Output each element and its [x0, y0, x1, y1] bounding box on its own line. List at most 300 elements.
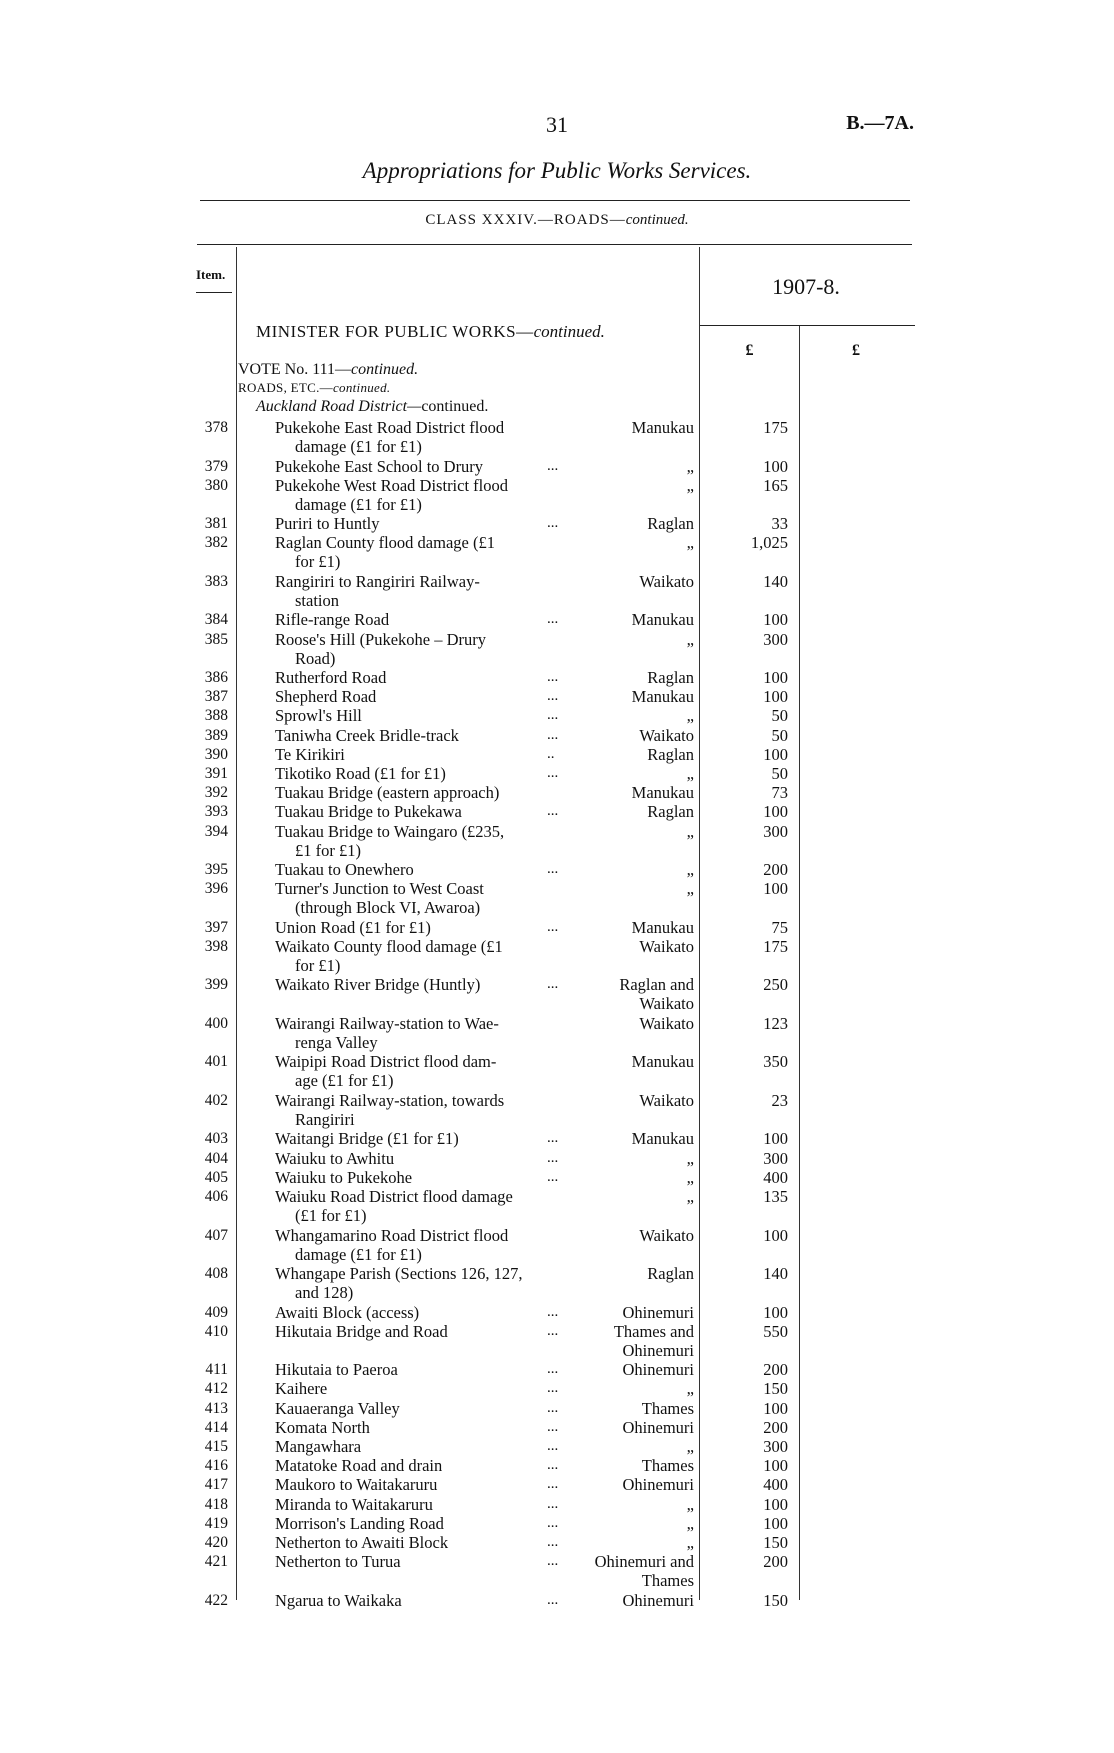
district-line-1: Thames [641, 1398, 694, 1418]
amount: 550 [763, 1321, 788, 1341]
item-number: 382 [204, 534, 228, 552]
item-number: 396 [204, 880, 228, 898]
entry-description-line-1: Kauaeranga Valley [275, 1398, 400, 1418]
item-number: 413 [204, 1399, 228, 1417]
item-number: 379 [204, 457, 228, 475]
vote-heading [238, 361, 418, 379]
electoral-district [568, 668, 694, 687]
table-row [0, 572, 1114, 611]
district-line-1: Raglan [647, 1264, 694, 1283]
amount: 175 [763, 418, 788, 437]
entry-description [275, 1399, 565, 1418]
amount: 350 [763, 1052, 788, 1072]
entry-description-line-2: and 128) [295, 1283, 354, 1302]
table-row [0, 918, 1114, 937]
item-number: 407 [204, 1226, 228, 1244]
entry-description [275, 457, 565, 476]
item-number: 422 [204, 1591, 228, 1609]
entry-description-line-1: Sprowl's Hill [275, 706, 362, 726]
district-line-1: Raglan [647, 668, 694, 688]
amount: 300 [763, 629, 788, 649]
entry-description-line-1: Mangawhara [275, 1436, 362, 1456]
entry-description-line-1: Raglan County flood damage (£1 [275, 533, 495, 553]
entry-description-line-2: damage (£1 for £1) [295, 437, 422, 456]
electoral-district [568, 1360, 694, 1379]
electoral-district [568, 1322, 694, 1360]
entry-description-line-1: Waiuku to Pukekohe [275, 1167, 413, 1187]
leader-dots: ... [547, 1495, 559, 1512]
entry-description-line-1: Wairangi Railway-station to Wae- [275, 1013, 499, 1033]
entry-description-line-1: Puriri to Huntly [275, 514, 380, 534]
district-line-1: Waikato [639, 1225, 694, 1245]
electoral-district [568, 706, 694, 725]
entry-description [275, 975, 565, 994]
district-line-1: Waikato [639, 1013, 694, 1033]
entry-description-line-1: Roose's Hill (Pukekohe – Drury [275, 629, 487, 649]
leader-dots: ... [547, 457, 559, 474]
district-line-1: „ [686, 1167, 694, 1187]
district-line-1: „ [686, 860, 694, 880]
electoral-district [568, 822, 694, 841]
electoral-district [568, 1091, 694, 1110]
leader-dots: ... [547, 515, 559, 532]
entry-description [275, 1360, 565, 1379]
year-column-header: 1907-8. [772, 274, 840, 299]
item-number: 409 [204, 1303, 228, 1321]
roads-heading [238, 380, 390, 396]
entry-description [275, 1322, 565, 1341]
table-row [0, 1495, 1114, 1514]
district-line-2: Thames [641, 1571, 694, 1591]
entry-description-line-1: Hikutaia Bridge and Road [275, 1321, 448, 1341]
entry-description-line-1: Pukekohe East Road District flood [275, 418, 505, 437]
table-row [0, 937, 1114, 976]
amount: 50 [771, 725, 788, 745]
amount: 75 [771, 917, 788, 937]
electoral-district [568, 1514, 694, 1533]
entry-description-line-1: Maukoro to Waitakaruru [275, 1475, 438, 1495]
leader-dots: ... [547, 1476, 559, 1493]
electoral-district [568, 918, 694, 937]
amount: 100 [763, 668, 788, 688]
leader-dots: ... [547, 688, 559, 705]
entry-description-line-1: Rifle-range Road [275, 610, 390, 630]
entry-description-line-1: Waiuku to Awhitu [275, 1148, 395, 1168]
item-number: 419 [204, 1514, 228, 1532]
entry-description [275, 1014, 565, 1052]
item-number: 397 [204, 918, 228, 936]
entry-description-line-1: Shepherd Road [275, 687, 377, 707]
item-number: 412 [204, 1380, 228, 1398]
item-number: 395 [204, 861, 228, 879]
district-line-1: „ [686, 1379, 694, 1399]
amount: 165 [763, 475, 788, 495]
entry-description-line-2: damage (£1 for £1) [295, 494, 422, 514]
item-number: 380 [204, 476, 228, 494]
amount: 33 [771, 514, 788, 534]
item-number: 390 [204, 745, 228, 763]
leader-dots: ... [547, 1437, 559, 1454]
item-number: 420 [204, 1533, 228, 1551]
leader-dots: ... [547, 669, 559, 686]
entry-description [275, 1533, 565, 1552]
item-number: 418 [204, 1495, 228, 1513]
electoral-district [568, 418, 694, 437]
entry-description [275, 1264, 565, 1302]
table-row [0, 1514, 1114, 1533]
table-row [0, 1264, 1114, 1303]
leader-dots: ... [547, 765, 559, 781]
leader-dots: ... [547, 1130, 559, 1147]
amount: 150 [763, 1532, 788, 1552]
leader-dots: ... [547, 1149, 559, 1166]
electoral-district [568, 1475, 694, 1494]
table-row [0, 1303, 1114, 1322]
entry-description [275, 476, 565, 514]
district-line-1: Manukau [631, 610, 694, 630]
leader-dots: ... [547, 1514, 559, 1531]
entry-description-line-1: Tuakau Bridge (eastern approach) [275, 783, 500, 803]
district-line-1: Ohinemuri [622, 1302, 694, 1322]
item-number: 417 [204, 1476, 228, 1494]
item-number: 385 [204, 630, 228, 648]
entry-description [275, 1456, 565, 1475]
table-row [0, 533, 1114, 572]
amount: 23 [771, 1090, 788, 1110]
leader-dots: ... [547, 1533, 559, 1550]
table-row [0, 418, 1114, 457]
amount: 50 [771, 764, 788, 783]
minister-heading [256, 322, 605, 342]
entry-description-line-2: £1 for £1) [295, 840, 361, 860]
item-number: 393 [204, 803, 228, 821]
vote-heading-text: VOTE No. 111— [238, 361, 352, 378]
entry-description [275, 764, 565, 783]
entry-description-line-2: damage (£1 for £1) [295, 1244, 422, 1264]
electoral-district [568, 1552, 694, 1590]
leader-dots: ... [547, 1553, 559, 1570]
item-number: 411 [205, 1361, 228, 1379]
document-reference: B.—7A. [846, 112, 914, 134]
district-line-1: Manukau [631, 1129, 694, 1149]
electoral-district [568, 1129, 694, 1148]
amount: 400 [763, 1475, 788, 1495]
district-heading-text: Auckland Road District— [256, 398, 422, 415]
district-line-1: Raglan [647, 802, 694, 822]
entry-description-line-1: Miranda to Waitakaruru [275, 1494, 433, 1514]
table-row [0, 1168, 1114, 1187]
entry-description-line-1: Whangamarino Road District flood [275, 1225, 509, 1245]
entry-description-line-1: Waitangi Bridge (£1 for £1) [275, 1129, 459, 1149]
entry-description [275, 783, 565, 802]
entry-description-line-1: Union Road (£1 for £1) [275, 917, 431, 937]
entry-description-line-1: Waikato River Bridge (Huntly) [275, 975, 481, 995]
electoral-district [568, 1533, 694, 1552]
item-number: 388 [204, 707, 228, 725]
district-line-1: Manukau [631, 687, 694, 707]
district-line-1: „ [686, 1436, 694, 1456]
amount: 200 [763, 1360, 788, 1380]
amount: 100 [763, 1513, 788, 1533]
item-number: 386 [204, 669, 228, 687]
table-row [0, 630, 1114, 669]
entry-description [275, 1552, 565, 1571]
electoral-district [568, 1052, 694, 1071]
class-heading [0, 212, 1114, 229]
electoral-district [568, 764, 694, 783]
item-number: 403 [204, 1130, 228, 1148]
entry-description [275, 1129, 565, 1148]
electoral-district [568, 879, 694, 898]
table-row [0, 975, 1114, 1014]
electoral-district [568, 572, 694, 591]
leader-dots: ... [547, 976, 559, 993]
entry-description-line-2: station [295, 590, 339, 610]
item-column-header: Item. [196, 267, 226, 282]
pound-column-1-header: £ [745, 342, 754, 359]
entry-description [275, 726, 565, 745]
entry-description [275, 937, 565, 975]
entry-description-line-1: Whangape Parish (Sections 126, 127, [275, 1264, 523, 1283]
table-row [0, 1149, 1114, 1168]
table-row [0, 457, 1114, 476]
leader-dots: ... [547, 1457, 559, 1474]
entry-description [275, 1437, 565, 1456]
table-row [0, 1456, 1114, 1475]
item-number: 405 [204, 1168, 228, 1186]
item-number: 421 [204, 1553, 228, 1571]
amount: 50 [771, 706, 788, 726]
entry-description [275, 1226, 565, 1264]
district-line-1: Thames and [613, 1321, 694, 1341]
entry-description-line-1: Taniwha Creek Bridle-track [275, 725, 459, 745]
minister-heading-suffix: continued. [533, 322, 605, 341]
amount: 300 [763, 1436, 788, 1456]
electoral-district [568, 1379, 694, 1398]
amount: 175 [763, 936, 788, 956]
table-row [0, 1533, 1114, 1552]
district-line-1: Raglan and [619, 975, 694, 995]
district-line-1: „ [686, 821, 694, 841]
entry-description [275, 918, 565, 937]
electoral-district [568, 1456, 694, 1475]
table-row [0, 1552, 1114, 1591]
item-number: 400 [204, 1014, 228, 1032]
table-row [0, 1360, 1114, 1379]
district-line-1: „ [686, 1148, 694, 1168]
district-line-1: Thames [641, 1456, 694, 1476]
class-heading-text: CLASS XXXIV.—ROADS— [425, 212, 626, 228]
table-row [0, 610, 1114, 629]
entry-description [275, 706, 565, 725]
entry-description [275, 1379, 565, 1398]
entry-description [275, 687, 565, 706]
appropriation-entries [0, 418, 1114, 1610]
district-line-1: Waikato [639, 936, 694, 956]
electoral-district [568, 1437, 694, 1456]
district-line-1: Ohinemuri [622, 1475, 694, 1495]
entry-description-line-2: age (£1 for £1) [295, 1071, 394, 1091]
entry-description-line-1: Tikotiko Road (£1 for £1) [275, 764, 446, 783]
district-line-1: „ [686, 475, 694, 495]
entry-description [275, 860, 565, 879]
table-top-rule [197, 244, 912, 245]
leader-dots: ... [547, 1168, 559, 1185]
table-row [0, 783, 1114, 802]
entry-description [275, 572, 565, 610]
electoral-district [568, 1149, 694, 1168]
entry-description-line-2: for £1) [295, 955, 341, 975]
electoral-district [568, 1495, 694, 1514]
district-line-1: Waikato [639, 1090, 694, 1110]
leader-dots: ... [547, 918, 559, 935]
leader-dots: ... [547, 803, 559, 820]
leader-dots: ... [547, 1399, 559, 1416]
electoral-district [568, 687, 694, 706]
table-row [0, 745, 1114, 764]
table-row [0, 726, 1114, 745]
electoral-district [568, 726, 694, 745]
entry-description-line-1: Te Kirikiri [275, 744, 345, 764]
electoral-district [568, 1187, 694, 1206]
table-row [0, 1437, 1114, 1456]
item-number: 399 [204, 976, 228, 994]
entry-description-line-1: Morrison's Landing Road [275, 1513, 444, 1533]
entry-description-line-1: Rangiriri to Rangiriri Railway- [275, 571, 480, 591]
entry-description-line-1: Tuakau Bridge to Pukekawa [275, 802, 462, 822]
district-line-1: Ohinemuri and [594, 1552, 694, 1572]
table-row [0, 1591, 1114, 1610]
roads-heading-suffix: continued. [332, 380, 391, 395]
table-row [0, 1091, 1114, 1130]
entry-description-line-1: Hikutaia to Paeroa [275, 1360, 398, 1380]
electoral-district [568, 1303, 694, 1322]
entry-description-line-2: for £1) [295, 552, 341, 572]
item-number: 378 [204, 419, 228, 436]
leader-dots: ... [547, 1418, 559, 1435]
item-number: 394 [204, 822, 228, 840]
district-line-1: Ohinemuri [622, 1590, 694, 1610]
amount: 140 [763, 571, 788, 591]
amount: 200 [763, 1552, 788, 1572]
electoral-district [568, 975, 694, 1013]
entry-description [275, 1303, 565, 1322]
amount: 100 [763, 879, 788, 899]
leader-dots: .. [547, 745, 555, 762]
entry-description-line-1: Waikato County flood damage (£1 [275, 936, 503, 956]
amount: 100 [763, 1225, 788, 1245]
roads-heading-text: ROADS, ETC.— [238, 380, 333, 395]
item-number: 408 [204, 1265, 228, 1282]
electoral-district [568, 937, 694, 956]
item-number: 406 [204, 1188, 228, 1205]
entry-description [275, 1168, 565, 1187]
entry-description-line-2: Road) [295, 648, 336, 668]
amount: 200 [763, 860, 788, 880]
table-row [0, 1014, 1114, 1053]
item-number: 415 [204, 1437, 228, 1455]
table-row [0, 1418, 1114, 1437]
district-line-1: Raglan [647, 744, 694, 764]
entry-description-line-1: Pukekohe East School to Drury [275, 456, 484, 476]
entry-description-line-1: Tuakau Bridge to Waingaro (£235, [275, 821, 505, 841]
entry-description [275, 610, 565, 629]
table-row [0, 1187, 1114, 1226]
amount: 1,025 [750, 533, 788, 553]
table-row [0, 1379, 1114, 1398]
entry-description-line-1: Wairangi Railway-station, towards [275, 1090, 505, 1110]
electoral-district [568, 457, 694, 476]
amount: 73 [771, 783, 788, 803]
leader-dots: ... [547, 1322, 559, 1339]
amount: 100 [763, 687, 788, 707]
item-number: 398 [204, 937, 228, 955]
table-row [0, 514, 1114, 533]
leader-dots: ... [547, 611, 559, 628]
district-line-1: „ [686, 879, 694, 899]
electoral-district [568, 1399, 694, 1418]
entry-description [275, 668, 565, 687]
table-row [0, 1226, 1114, 1265]
electoral-district [568, 1226, 694, 1245]
table-row [0, 860, 1114, 879]
amount: 135 [763, 1187, 788, 1206]
district-line-1: „ [686, 1187, 694, 1206]
entry-description [275, 1187, 565, 1225]
district-line-1: Manukau [631, 783, 694, 803]
leader-dots: ... [547, 1303, 559, 1320]
entry-description-line-2: (£1 for £1) [295, 1206, 367, 1225]
table-row [0, 1475, 1114, 1494]
electoral-district [568, 1168, 694, 1187]
entry-description [275, 1495, 565, 1514]
entry-description-line-1: Awaiti Block (access) [275, 1302, 420, 1322]
entry-description-line-2: renga Valley [295, 1032, 378, 1052]
entry-description-line-1: Pukekohe West Road District flood [275, 475, 509, 495]
item-number: 402 [204, 1091, 228, 1109]
electoral-district [568, 610, 694, 629]
electoral-district [568, 1591, 694, 1610]
entry-description-line-1: Matatoke Road and drain [275, 1456, 443, 1476]
table-row [0, 687, 1114, 706]
district-line-1: Waikato [639, 571, 694, 591]
entry-description-line-1: Rutherford Road [275, 668, 387, 688]
district-line-1: Raglan [647, 514, 694, 534]
table-row [0, 1399, 1114, 1418]
item-number: 384 [204, 611, 228, 629]
electoral-district [568, 860, 694, 879]
district-line-1: Manukau [631, 418, 694, 437]
amount: 250 [763, 975, 788, 995]
entry-description [275, 1514, 565, 1533]
item-number: 389 [204, 726, 228, 744]
leader-dots: ... [547, 1380, 559, 1397]
item-number: 404 [204, 1149, 228, 1167]
amount: 300 [763, 821, 788, 841]
entry-description [275, 822, 565, 860]
entry-description-line-1: Waipipi Road District flood dam- [275, 1052, 497, 1072]
entry-description-line-1: Netherton to Turua [275, 1552, 401, 1572]
leader-dots: ... [547, 1591, 559, 1608]
item-number: 392 [204, 784, 228, 802]
amount: 123 [763, 1013, 788, 1033]
entry-description [275, 418, 565, 456]
entry-description [275, 1418, 565, 1437]
amount: 150 [763, 1379, 788, 1399]
electoral-district [568, 476, 694, 495]
district-line-1: Waikato [639, 725, 694, 745]
item-number: 401 [204, 1053, 228, 1071]
